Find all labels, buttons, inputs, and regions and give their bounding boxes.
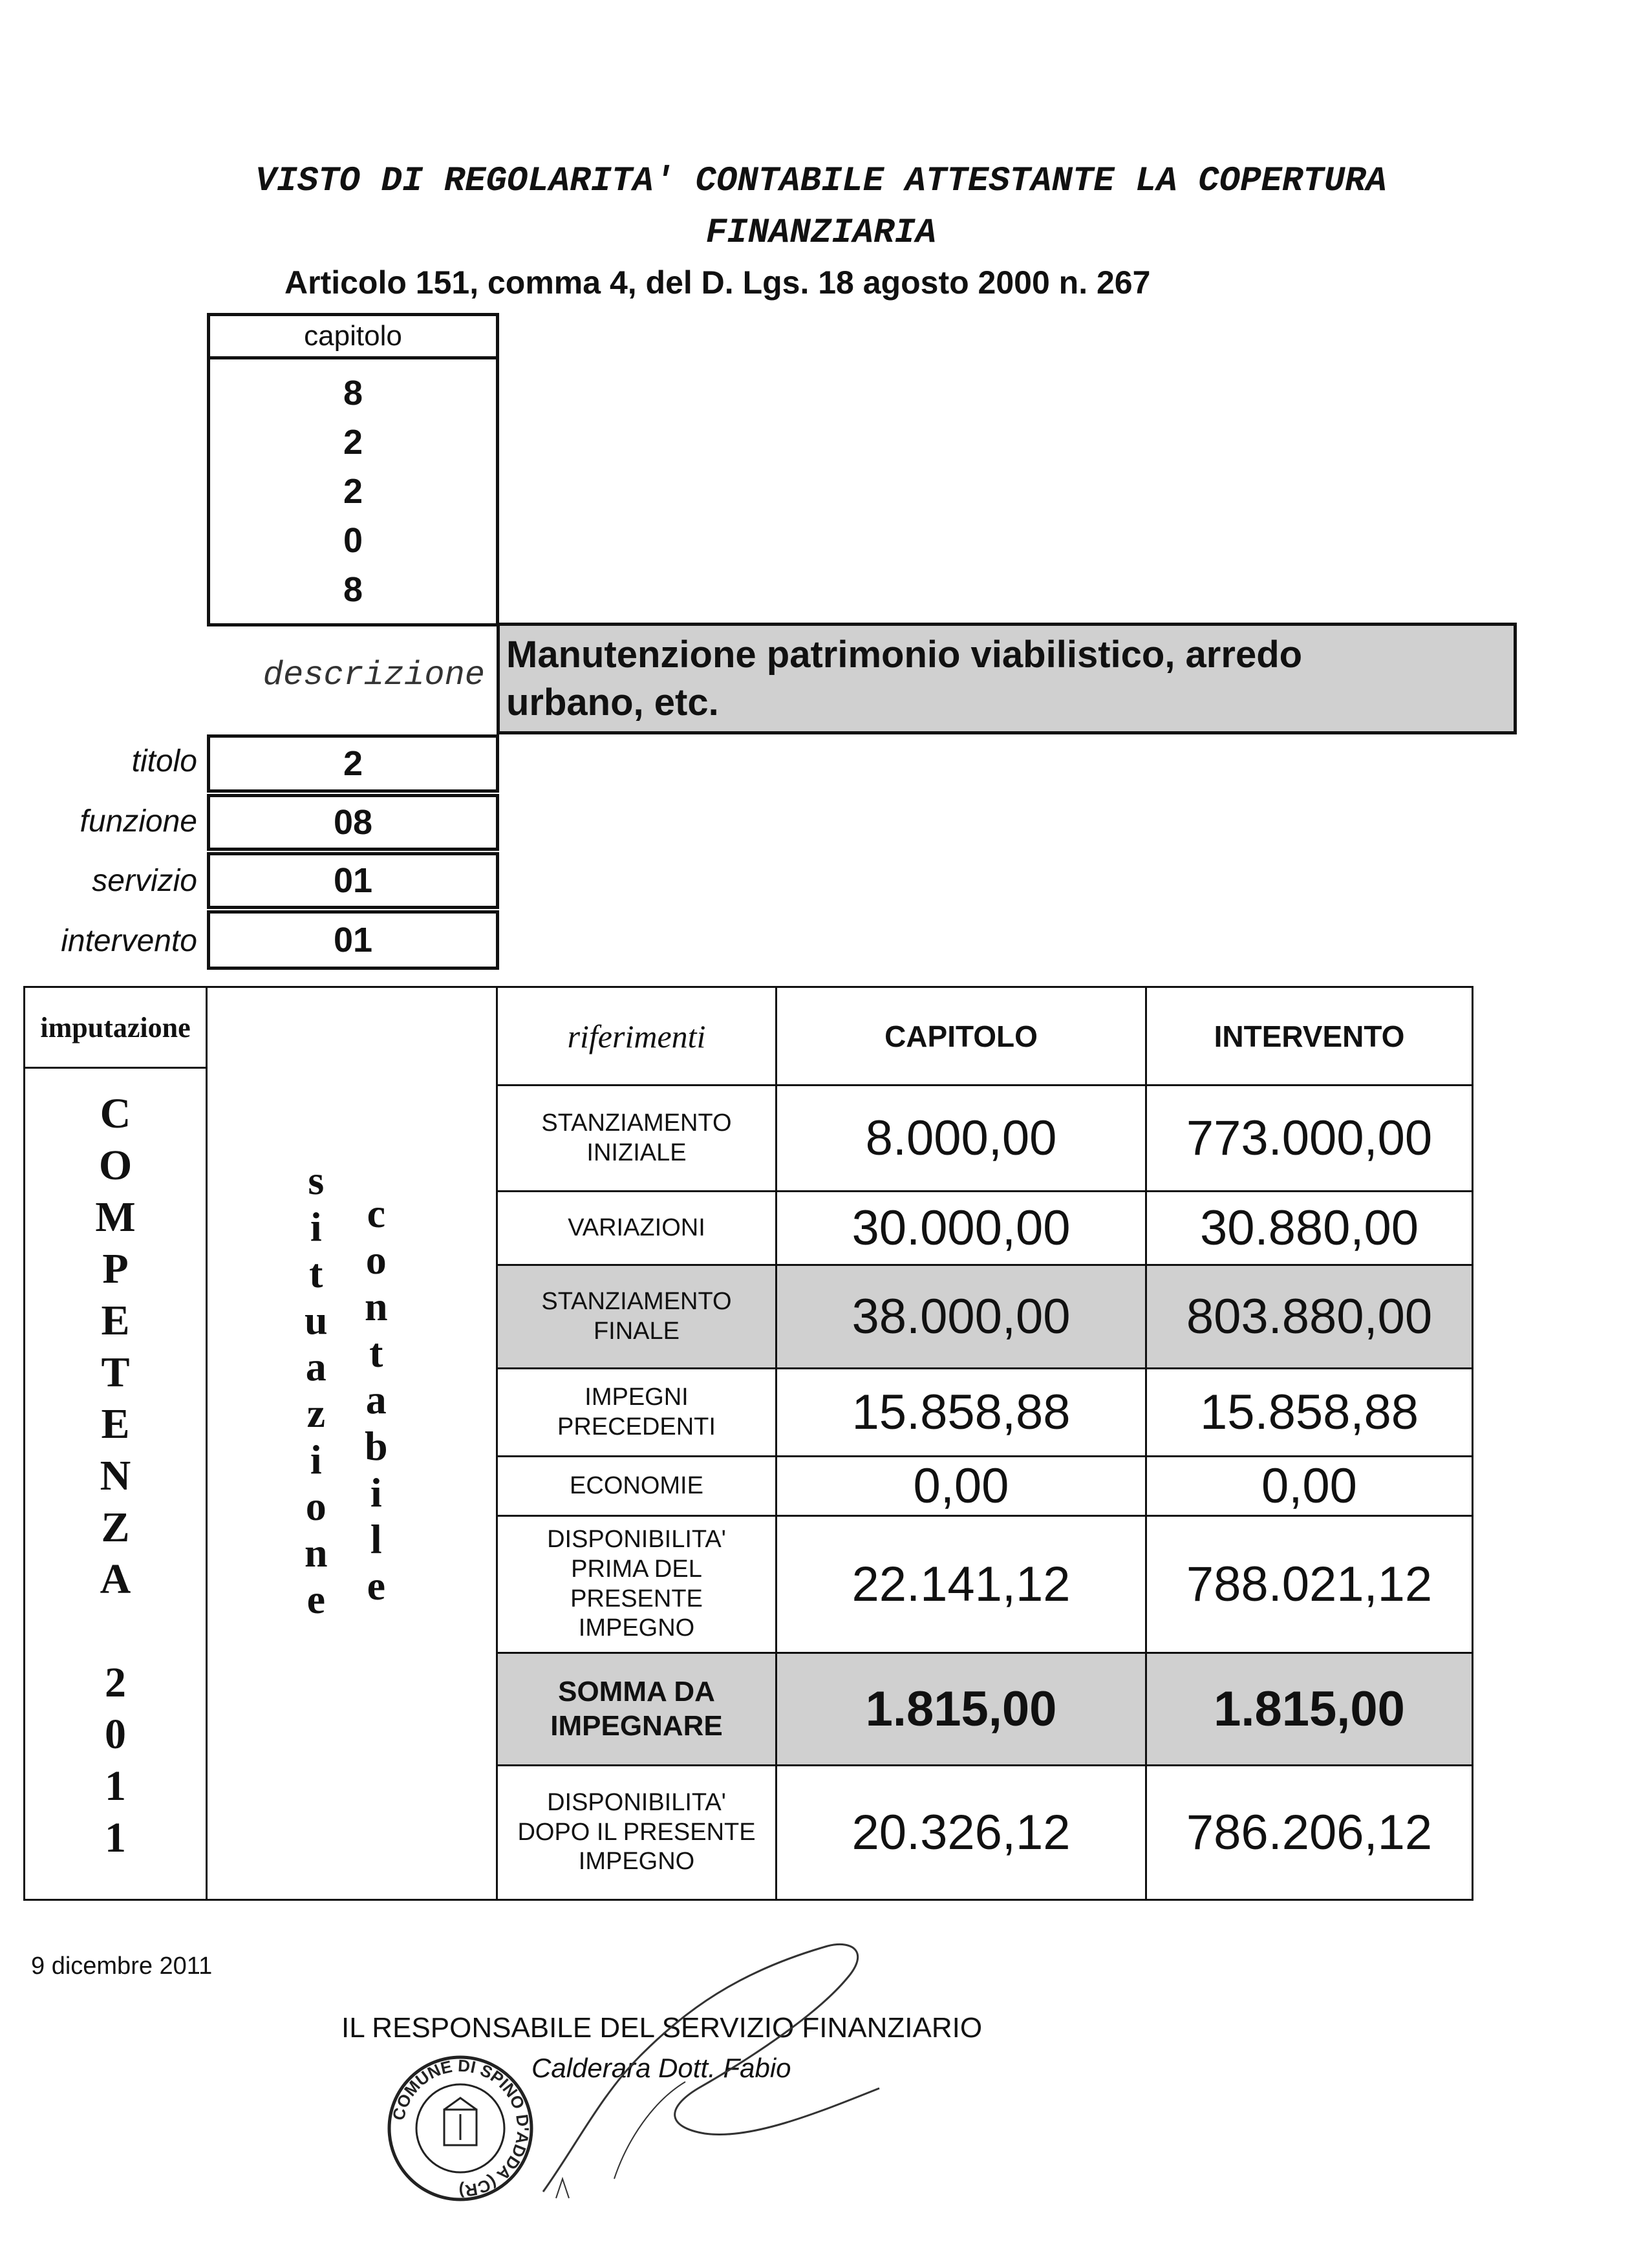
row-intervento-value: 786.206,12 <box>1186 1805 1433 1860</box>
row-intervento-value: 788.021,12 <box>1147 1517 1472 1654</box>
descrizione-box <box>497 623 1517 734</box>
capitolo-digit: 8 <box>343 570 363 609</box>
situazione-letter: u <box>305 1297 328 1343</box>
row-capitolo-value: 0,00 <box>777 1457 1147 1517</box>
situazione-letter: e <box>306 1576 325 1622</box>
situazione-letter: t <box>309 1250 323 1296</box>
row-capitolo-value: 30.000,00 <box>777 1192 1147 1266</box>
header-intervento: INTERVENTO <box>1147 988 1472 1086</box>
subtitle: Articolo 151, comma 4, del D. Lgs. 18 agosto 2000 n. 267 <box>284 264 1151 301</box>
contabile-letter: o <box>365 1237 387 1283</box>
situazione-column <box>206 986 498 1901</box>
competenza-letter: C <box>100 1090 131 1137</box>
competenza-vertical <box>25 1069 206 1864</box>
year-digit: 2 <box>105 1659 126 1706</box>
header-riferimenti: riferimenti <box>498 988 777 1086</box>
contabile-letter: b <box>365 1423 388 1469</box>
footer-name: Calderara Dott. Fabio <box>531 2053 791 2083</box>
row-capitolo-value: 1.815,00 <box>777 1654 1147 1766</box>
competenza-letter: Z <box>101 1504 130 1551</box>
row-ref: STANZIAMENTO FINALE <box>498 1266 777 1369</box>
row-capitolo-value: 22.141,12 <box>777 1517 1147 1654</box>
situazione-letter: i <box>310 1437 322 1482</box>
competenza-letter: E <box>101 1297 130 1344</box>
contabile-letter: a <box>365 1376 387 1422</box>
row-capitolo-value: 15.858,88 <box>777 1369 1147 1457</box>
situazione-letter: o <box>305 1483 327 1529</box>
row-capitolo-value: 38.000,00 <box>777 1266 1147 1369</box>
competenza-letter: A <box>100 1556 131 1603</box>
capitolo-digit: 0 <box>343 521 363 560</box>
row-ref: STANZIAMENTO INIZIALE <box>498 1086 777 1192</box>
municipal-stamp <box>385 2053 537 2205</box>
competenza-letter: O <box>98 1142 133 1189</box>
descrizione-line2: urbano, etc. <box>506 681 719 723</box>
row-ref: DISPONIBILITA' PRIMA DEL PRESENTE IMPEGNO <box>498 1517 777 1654</box>
data-table <box>496 986 1473 1901</box>
intervento-label: intervento <box>61 924 197 958</box>
competenza-letter: E <box>101 1400 130 1448</box>
row-ref: IMPEGNI PRECEDENTI <box>498 1369 777 1457</box>
year-digit: 0 <box>105 1711 126 1758</box>
situazione-letter: i <box>310 1204 322 1250</box>
situazione-letter: n <box>305 1530 328 1576</box>
situazione-letter: a <box>305 1343 327 1389</box>
contabile-letter: l <box>370 1516 382 1562</box>
row-capitolo-value: 20.326,12 <box>777 1766 1147 1899</box>
footer-responsabile: IL RESPONSABILE DEL SERVIZIO FINANZIARIO <box>341 2012 983 2044</box>
row-intervento-value: 1.815,00 <box>1147 1654 1472 1766</box>
situazione-letter: s <box>308 1157 325 1203</box>
row-intervento-value: 30.880,00 <box>1147 1192 1472 1266</box>
contabile-letter: t <box>369 1330 383 1376</box>
imputazione-column <box>23 986 208 1901</box>
capitolo-digit: 8 <box>343 374 363 412</box>
situazione-vertical <box>305 1157 328 1623</box>
contabile-letter: e <box>367 1563 385 1609</box>
row-intervento-value: 803.880,00 <box>1147 1266 1472 1369</box>
competenza-letter: N <box>100 1452 131 1499</box>
imputazione-label: imputazione <box>25 988 206 1069</box>
situazione-letter: z <box>306 1390 325 1436</box>
intervento-value: 01 <box>207 910 499 970</box>
row-ref: ECONOMIE <box>498 1457 777 1517</box>
header-capitolo: CAPITOLO <box>777 988 1147 1086</box>
signature <box>517 1933 918 2211</box>
row-ref: VARIAZIONI <box>498 1192 777 1266</box>
contabile-letter: c <box>367 1190 385 1236</box>
titolo-label: titolo <box>131 744 197 778</box>
capitolo-digit: 2 <box>343 472 363 511</box>
row-capitolo-value: 8.000,00 <box>777 1086 1147 1192</box>
titolo-value: 2 <box>207 734 499 793</box>
contabile-letter: i <box>370 1470 382 1515</box>
competenza-letter: M <box>95 1193 136 1241</box>
contabile-letter: n <box>365 1283 388 1329</box>
year-digit: 1 <box>105 1814 126 1861</box>
competenza-letter: P <box>102 1245 129 1292</box>
funzione-value: 08 <box>207 794 499 851</box>
year-digit: 1 <box>105 1762 126 1810</box>
stamp-icon <box>385 2053 537 2205</box>
footer-date: 9 dicembre 2011 <box>31 1952 213 1980</box>
contabile-vertical <box>365 1190 388 1609</box>
row-ref: SOMMA DA IMPEGNARE <box>498 1654 777 1766</box>
descrizione-label: descrizione <box>262 656 485 694</box>
capitolo-digit: 2 <box>343 423 363 462</box>
title-line2: FINANZIARIA <box>705 213 937 253</box>
descrizione-line1: Manutenzione patrimonio viabilistico, arredo <box>506 634 1303 676</box>
title-line1: VISTO DI REGOLARITA' CONTABILE ATTESTANTE LA COPERTURA <box>255 162 1387 201</box>
row-intervento-value: 0,00 <box>1147 1457 1472 1517</box>
funzione-label: funzione <box>80 804 197 839</box>
row-intervento-value: 15.858,88 <box>1147 1369 1472 1457</box>
capitolo-digits <box>207 356 499 626</box>
servizio-label: servizio <box>92 864 197 898</box>
capitolo-label: capitolo <box>207 313 499 359</box>
stamp-text: COMUNE DI SPINO D'ADDA (CR) <box>388 2055 533 2201</box>
row-intervento-value: 773.000,00 <box>1147 1086 1472 1192</box>
row-ref: DISPONIBILITA' DOPO IL PRESENTE IMPEGNO <box>498 1766 777 1899</box>
servizio-value: 01 <box>207 852 499 909</box>
competenza-letter: T <box>101 1349 130 1396</box>
